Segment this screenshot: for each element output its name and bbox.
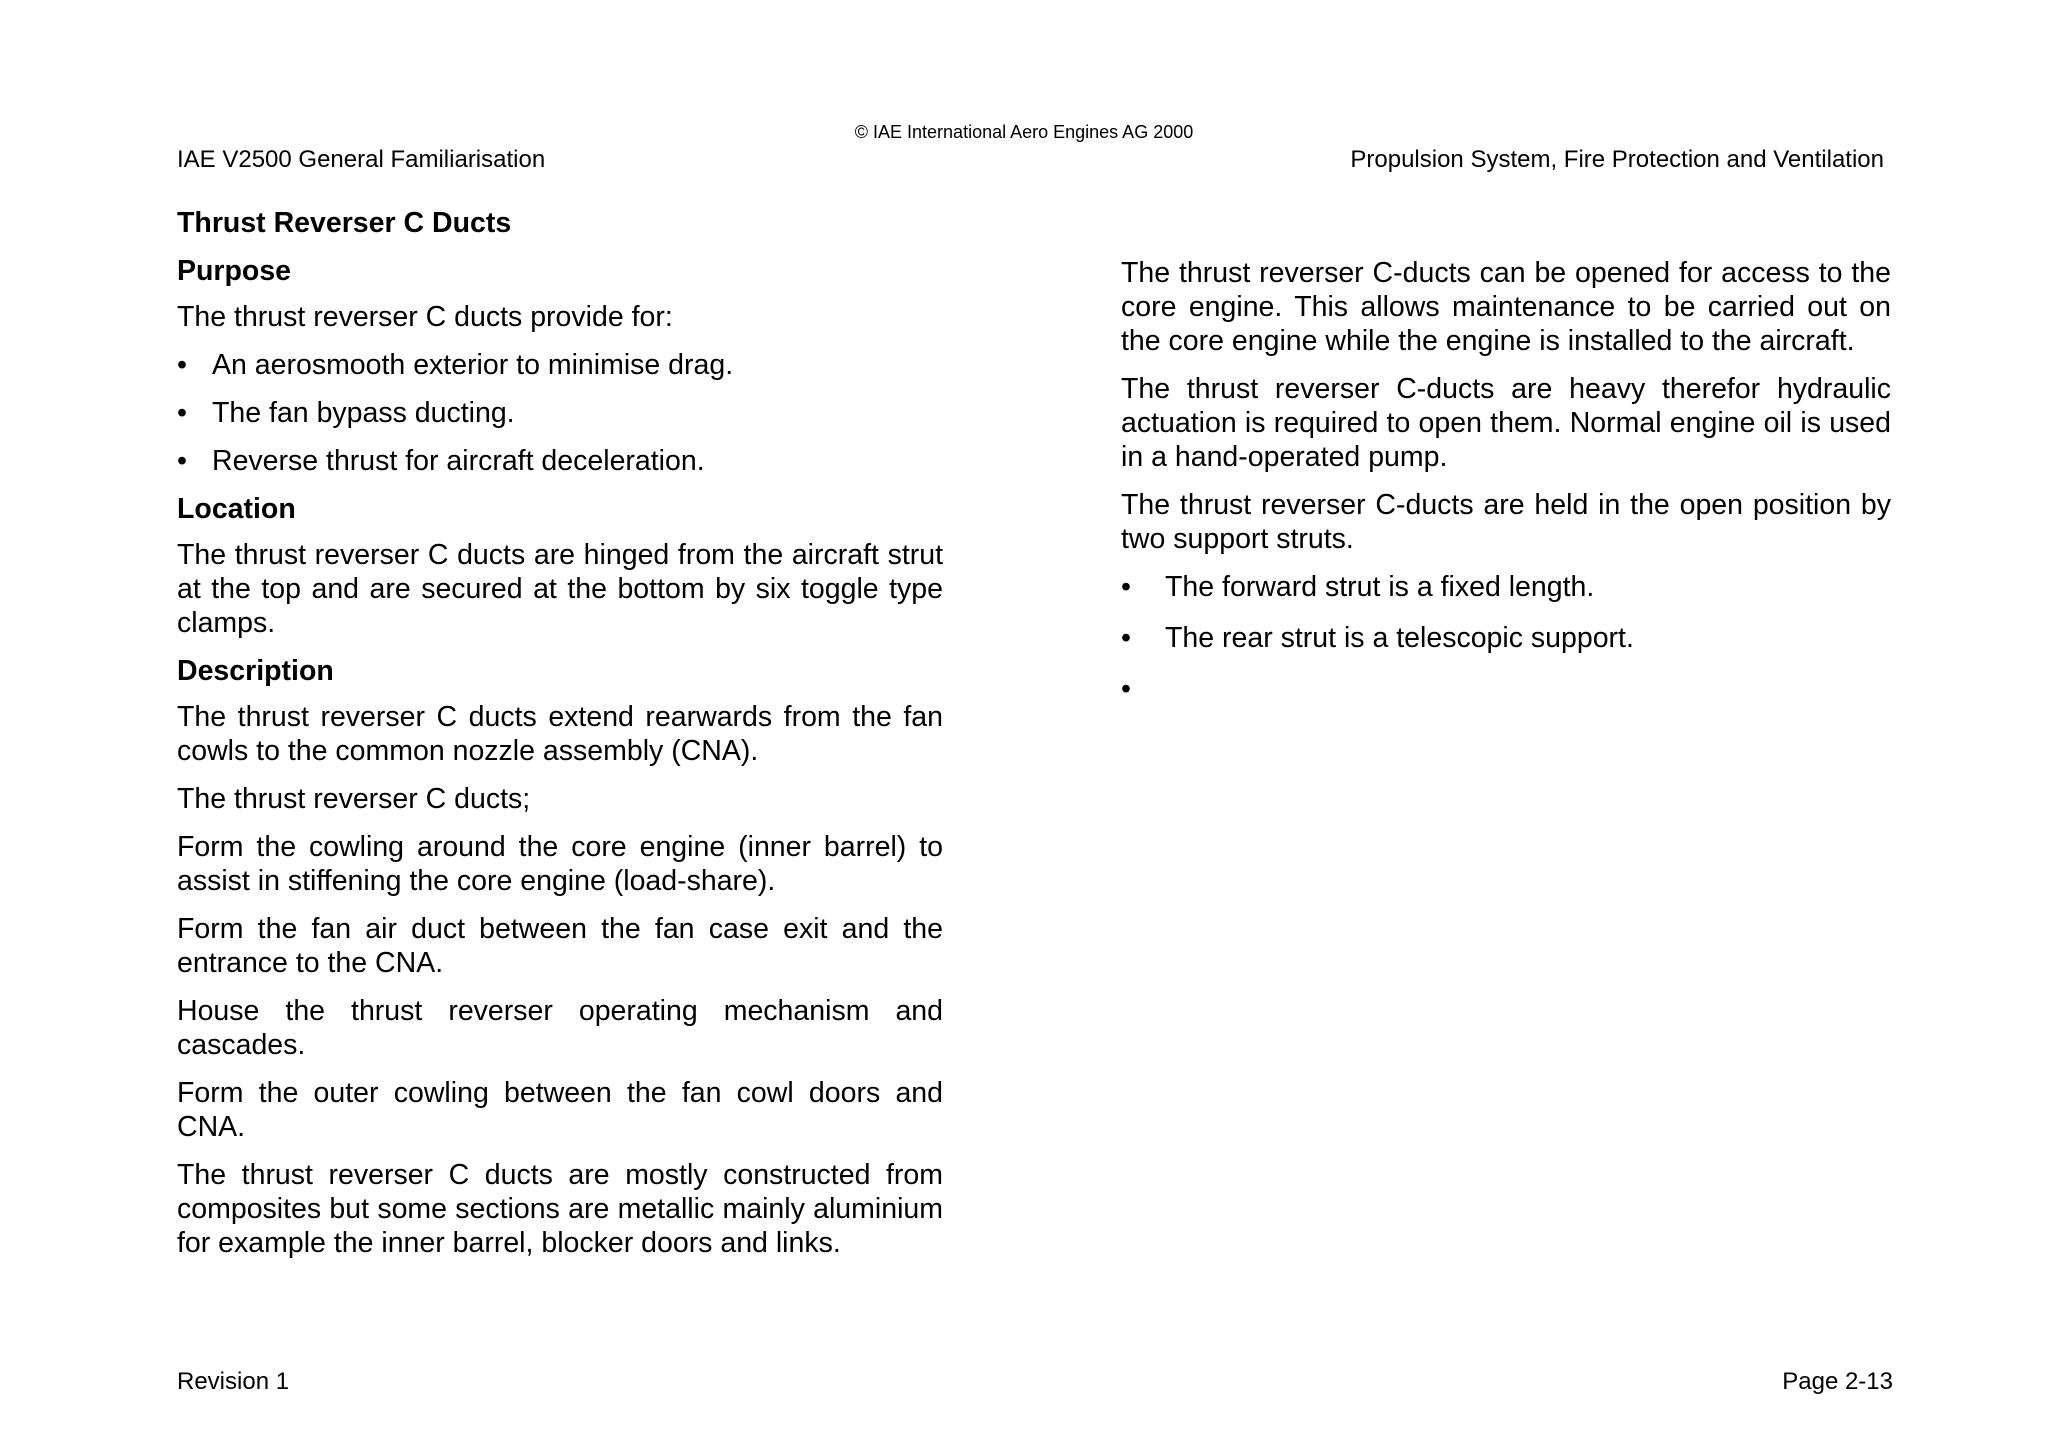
left-column [177,206,943,1274]
list-item: • The rear strut is a telescopic support. [1121,622,1634,654]
access-paragraph: The thrust reverser C-ducts can be opened for access to the core engine. This allows maintenance to be carried out on the core engine while the engine is installed to the aircraft. [1121,257,1891,357]
description-paragraph: Form the outer cowling between the fan cowl doors and CNA. [177,1077,943,1143]
list-item: • An aerosmooth exterior to minimise drag. [177,349,734,381]
description-paragraph: Form the cowling around the core engine (inner barrel) to assist in stiffening the core engine (load-share). [177,831,943,897]
chapter-title-header: Propulsion System, Fire Protection and Ventilation [1350,146,1884,173]
purpose-list [177,348,943,478]
description-paragraph: House the thrust reverser operating mechanism and cascades. [177,995,943,1061]
actuation-paragraph: The thrust reverser C-ducts are heavy therefor hydraulic actuation is required to open them. Normal engine oil is used in a hand-operated pump. [1121,373,1891,473]
description-paragraph: The thrust reverser C ducts are mostly constructed from composites but some sections are metallic mainly aluminium for example the inner barrel, blocker doors and links. [177,1159,943,1259]
location-text: The thrust reverser C ducts are hinged from the aircraft strut at the top and are secured at the bottom by six toggle type clamps. [177,539,943,639]
list-item: • The forward strut is a fixed length. [1121,571,1595,603]
description-heading: Description [177,655,334,687]
bullet-icon: • [177,349,187,381]
description-paragraph: The thrust reverser C ducts extend rearwards from the fan cowls to the common nozzle assembly (CNA). [177,701,943,767]
section-title: Thrust Reverser C Ducts [177,207,512,239]
right-column [1121,256,1891,705]
location-heading: Location [177,493,296,525]
list-item: • The fan bypass ducting. [177,397,515,429]
document-title-header: IAE V2500 General Familiarisation [177,146,546,173]
description-paragraph: The thrust reverser C ducts; [177,783,531,815]
revision-label: Revision 1 [177,1368,290,1395]
strut-list [1121,570,1891,705]
copyright-notice: © IAE International Aero Engines AG 2000 [854,122,1194,142]
page-number: Page 2-13 [1782,1368,1893,1395]
bullet-icon: • [177,397,187,429]
list-item: • Reverse thrust for aircraft deceleration. [177,445,705,477]
purpose-intro: The thrust reverser C ducts provide for: [177,301,673,333]
purpose-heading: Purpose [177,255,292,287]
bullet-icon: • [1121,673,1131,705]
bullet-icon: • [1121,622,1131,654]
bullet-icon: • [1121,571,1131,603]
support-paragraph: The thrust reverser C-ducts are held in the open position by two support struts. [1121,489,1891,555]
bullet-icon: • [177,445,187,477]
description-paragraph: Form the fan air duct between the fan case exit and the entrance to the CNA. [177,913,943,979]
